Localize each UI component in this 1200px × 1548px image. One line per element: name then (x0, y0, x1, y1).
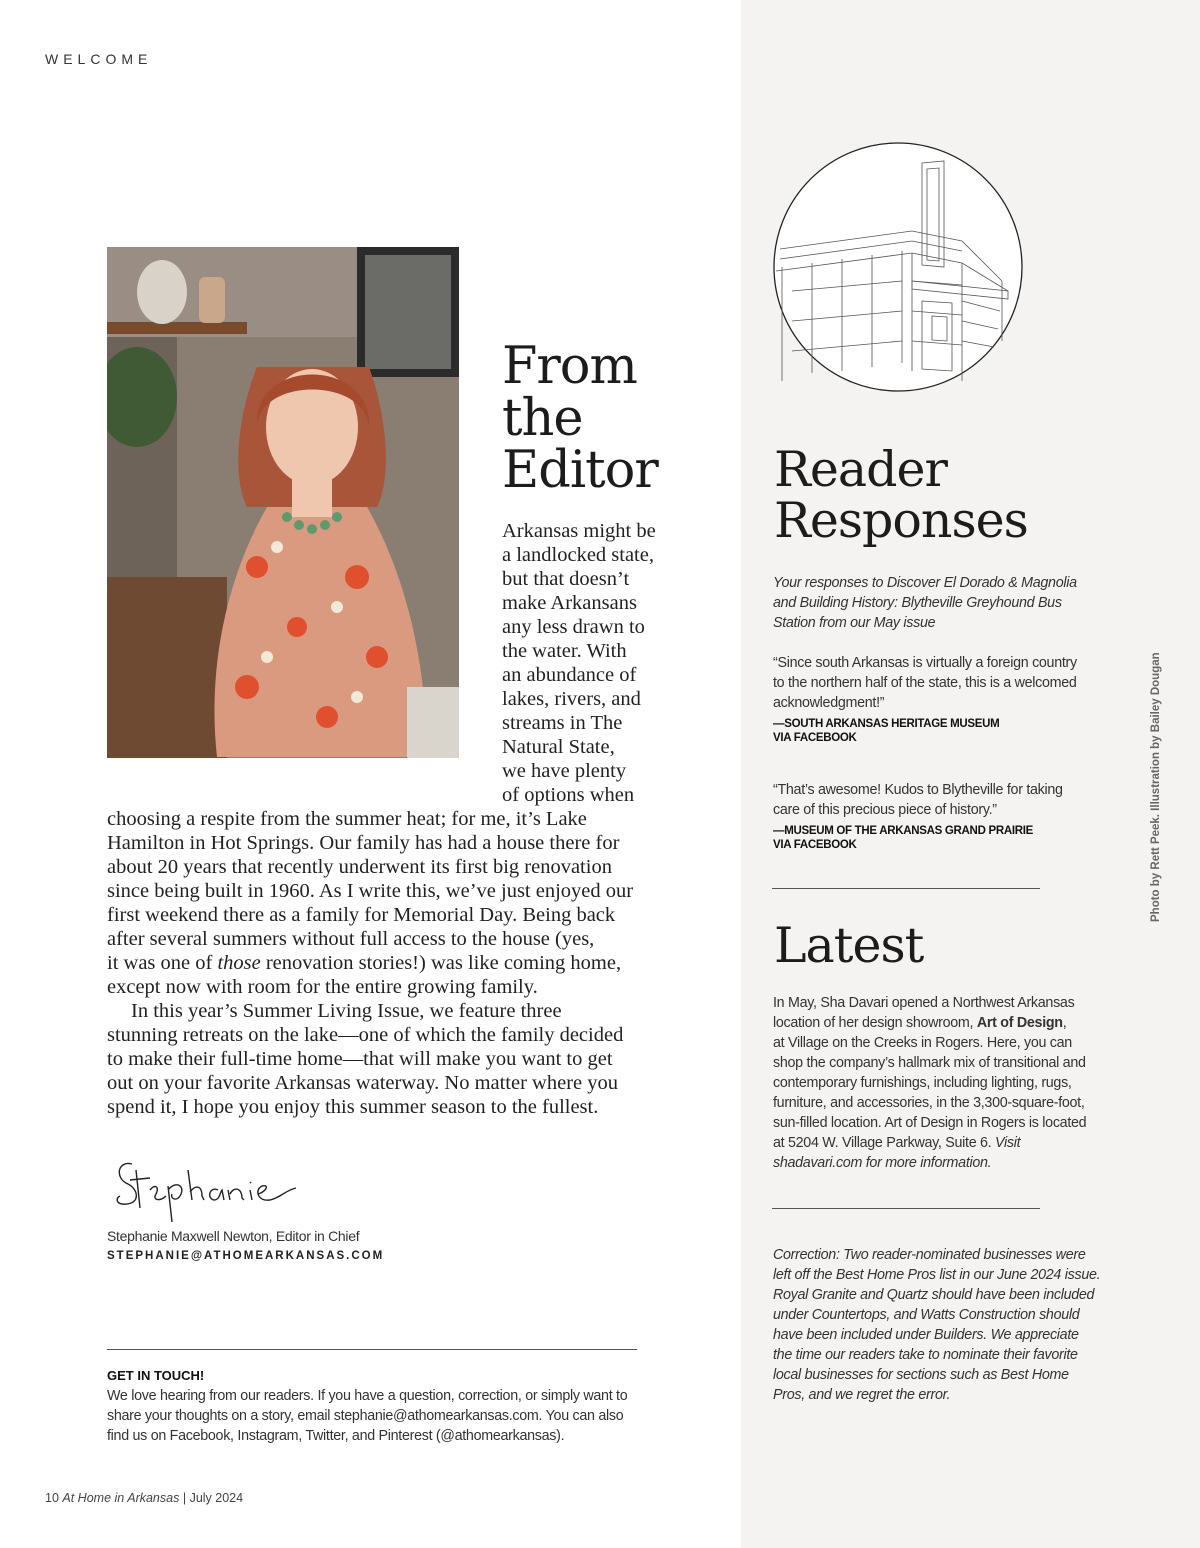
reader-quote (773, 780, 1123, 852)
reader-responses-title (774, 441, 1028, 549)
letter-line: out on your favorite Arkansas waterway. No matter where you (107, 1072, 619, 1094)
quote-attribution (773, 824, 1123, 852)
editor-title-line: the (502, 389, 583, 448)
editor-letter-full (107, 807, 677, 1119)
letter-line: Natural State, (502, 736, 615, 758)
signature (110, 1150, 310, 1230)
correction-line: local businesses for sections such as Best Home (773, 1367, 1069, 1383)
contact-heading: GET IN TOUCH! (107, 1368, 205, 1383)
letter-line: about 20 years that recently underwent its first big renovation (107, 856, 612, 878)
reader-responses-intro (773, 573, 1123, 633)
letter-emphasis: those (217, 952, 261, 974)
quote-line: care of this precious piece of history.” (773, 802, 997, 818)
latest-title: Latest (774, 917, 924, 974)
intro-line: Station from our May issue (773, 615, 936, 631)
latest-line: sun-filled location. Art of Design in Rogers is located (773, 1115, 1087, 1131)
correction-line: the time our readers take to nominate their favorite (773, 1347, 1078, 1363)
photo-credit: Photo by Rett Peek. Illustration by Bailey Dougan (1150, 652, 1162, 922)
letter-line: spend it, I hope you enjoy this summer season to the fullest. (107, 1096, 599, 1118)
editor-title-line: Editor (502, 441, 658, 500)
letter-line: choosing a respite from the summer heat; for me, it’s Lake (107, 808, 587, 830)
latest-line (773, 1133, 1123, 1153)
latest-body (773, 993, 1123, 1173)
correction-line: have been included under Builders. We appreciate (773, 1327, 1079, 1343)
greyhound-station-illustration (772, 141, 1024, 393)
letter-text: it was one of (107, 952, 218, 974)
editor-name: Stephanie Maxwell Newton, Editor in Chief (107, 1228, 360, 1244)
correction-line: Royal Granite and Quartz should have been included (773, 1287, 1095, 1303)
quote-line: acknowledgment!” (773, 695, 885, 711)
letter-line: except now with room for the entire growing family. (107, 976, 538, 998)
section-label: WELCOME (45, 51, 153, 67)
latest-business-name: Art of Design (976, 1015, 1063, 1031)
letter-line: any less drawn to (502, 616, 645, 638)
correction-note (773, 1245, 1123, 1405)
correction-line: Correction: Two reader-nominated businesses were (773, 1247, 1086, 1263)
latest-text: at 5204 W. Village Parkway, Suite 6. (773, 1135, 996, 1151)
latest-line: In May, Sha Davari opened a Northwest Arkansas (773, 995, 1075, 1011)
reader-quote (773, 653, 1123, 745)
attribution-line: VIA FACEBOOK (773, 839, 857, 851)
intro-line: Your responses to Discover El Dorado & Magnolia (773, 575, 1077, 591)
quote-attribution (773, 717, 1123, 745)
letter-line: stunning retreats on the lake—one of which the family decided (107, 1024, 624, 1046)
contact-line: We love hearing from our readers. If you have a question, correction, or simply want to (107, 1388, 628, 1404)
reader-responses-title-line: Reader (774, 441, 947, 498)
contact-line: find us on Facebook, Instagram, Twitter, and Pinterest (@athomearkansas). (107, 1428, 565, 1444)
letter-line: after several summers without full access to the house (yes, (107, 928, 595, 950)
letter-line: since being built in 1960. As I write this, we’ve just enjoyed our (107, 880, 634, 902)
latest-line (773, 1153, 1123, 1173)
contact-line: share your thoughts on a story, email stephanie@athomearkansas.com. You can also (107, 1408, 624, 1424)
divider (107, 1349, 637, 1350)
letter-line: Arkansas might be (502, 520, 656, 542)
editor-email[interactable]: STEPHANIE@ATHOMEARKANSAS.COM (107, 1250, 385, 1262)
letter-line: make Arkansans (502, 592, 637, 614)
letter-text: renovation stories!) was like coming home, (260, 952, 622, 974)
correction-line: left off the Best Home Pros list in our June 2024 issue. (773, 1267, 1101, 1283)
footer-separator: | (182, 1491, 187, 1505)
divider (772, 888, 1040, 889)
latest-text: , (1062, 1015, 1067, 1031)
letter-line: but that doesn’t (502, 568, 630, 590)
letter-line (107, 951, 677, 975)
latest-line: shop the company’s hallmark mix of transitional and (773, 1055, 1086, 1071)
letter-line: we have plenty (502, 760, 627, 782)
attribution-line: —SOUTH ARKANSAS HERITAGE MUSEUM (773, 718, 1000, 730)
quote-line: to the northern half of the state, this is a welcomed (773, 675, 1077, 691)
divider (772, 1208, 1040, 1209)
intro-line: and Building History: Blytheville Greyhound Bus (773, 595, 1062, 611)
letter-line: a landlocked state, (502, 544, 654, 566)
issue-date: July 2024 (189, 1491, 244, 1505)
letter-line: first weekend there as a family for Memorial Day. Being back (107, 904, 616, 926)
publication-name: At Home in Arkansas (62, 1491, 180, 1505)
quote-line: “Since south Arkansas is virtually a foreign country (773, 655, 1077, 671)
contact-body (107, 1386, 687, 1446)
editor-photo (107, 247, 459, 758)
latest-line: contemporary furnishings, including lighting, rugs, (773, 1075, 1072, 1091)
latest-text: location of her design showroom, (773, 1015, 977, 1031)
page-footer (45, 1491, 243, 1505)
editor-letter-wrap (502, 519, 682, 807)
attribution-line: —MUSEUM OF THE ARKANSAS GRAND PRAIRIE (773, 825, 1034, 837)
correction-line: Pros, and we regret the error. (773, 1387, 951, 1403)
letter-line: of options when (502, 784, 635, 806)
attribution-line: VIA FACEBOOK (773, 732, 857, 744)
letter-line: an abundance of (502, 664, 637, 686)
page-number: 10 (45, 1491, 59, 1505)
letter-line: Hamilton in Hot Springs. Our family has had a house there for (107, 832, 620, 854)
editor-title-line: From (502, 337, 637, 396)
letter-line: In this year’s Summer Living Issue, we feature three (131, 1000, 562, 1022)
latest-website[interactable]: shadavari.com for more information. (773, 1155, 992, 1171)
editor-title (502, 337, 732, 500)
latest-line: furniture, and accessories, in the 3,300-square-foot, (773, 1095, 1085, 1111)
latest-line: at Village on the Creeks in Rogers. Here, you can (773, 1035, 1072, 1051)
letter-line: lakes, rivers, and (502, 688, 641, 710)
quote-line: “That’s awesome! Kudos to Blytheville for taking (773, 782, 1063, 798)
correction-line: under Countertops, and Watts Construction should (773, 1307, 1080, 1323)
letter-line: to make their full-time home—that will make you want to get (107, 1048, 613, 1070)
letter-line: the water. With (502, 640, 627, 662)
latest-visit: Visit (995, 1135, 1021, 1151)
letter-line: streams in The (502, 712, 623, 734)
reader-responses-title-line: Responses (774, 492, 1028, 549)
latest-line (773, 1013, 1123, 1033)
